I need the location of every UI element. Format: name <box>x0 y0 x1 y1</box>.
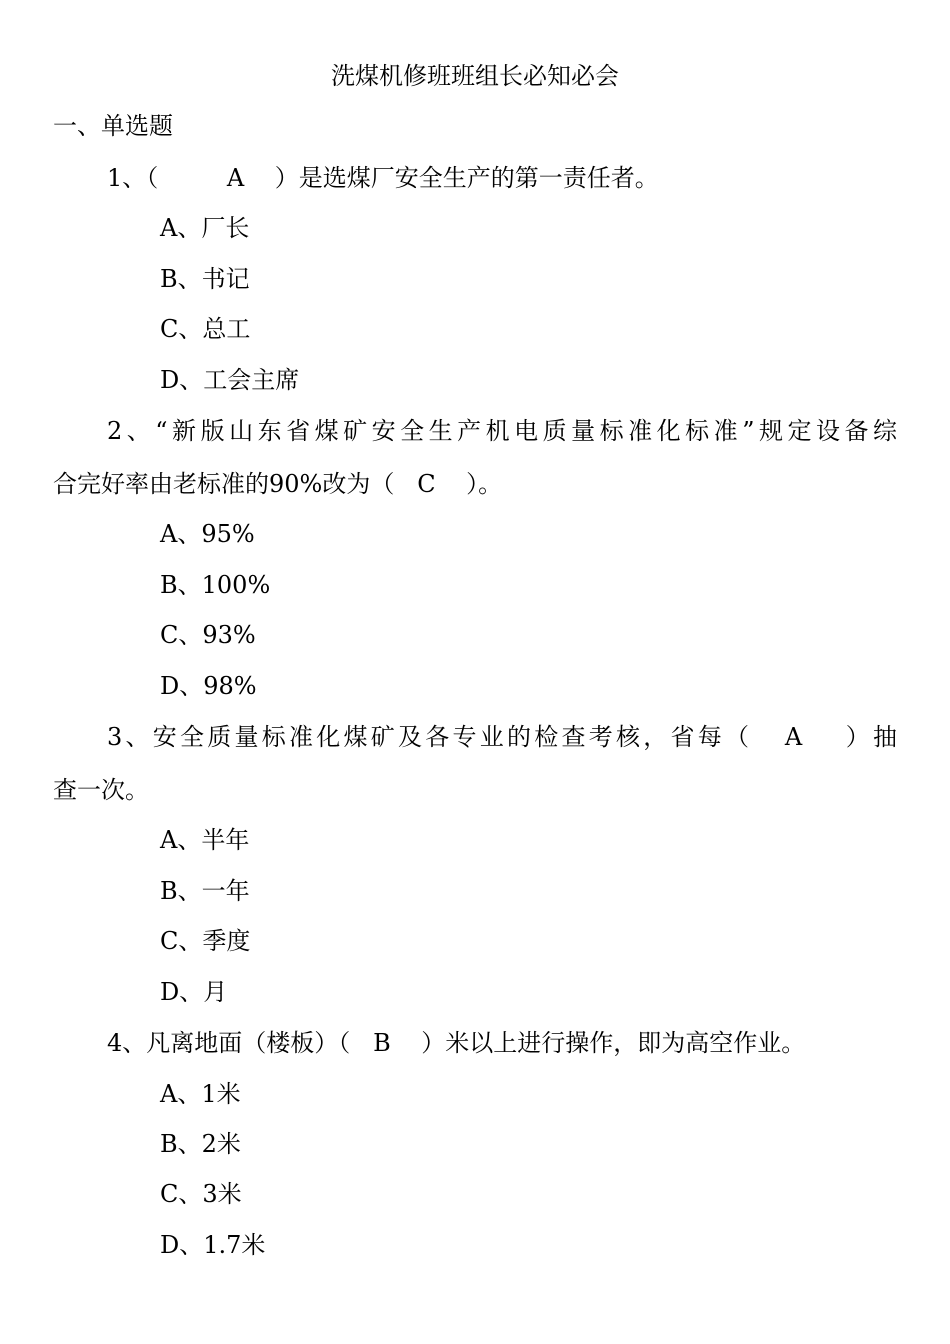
question-2-option-d: D、98% <box>160 672 257 700</box>
question-1-option-b: B、书记 <box>160 265 250 293</box>
question-2-option-a: A、95% <box>160 520 255 548</box>
question-2-option-c: C、93% <box>160 621 256 649</box>
question-1-option-a: A、厂长 <box>160 214 250 242</box>
question-1-text: 1、（ A ）是选煤厂安全生产的第一责任者。 <box>107 164 659 192</box>
question-4-text: 4、凡离地面（楼板）（ B ）米以上进行操作，即为高空作业。 <box>107 1029 806 1057</box>
question-3-option-b: B、一年 <box>160 877 250 905</box>
question-2-text-line2: 合完好率由老标准的90%改为（ C ）。 <box>53 470 503 498</box>
question-3-option-c: C、季度 <box>160 927 251 955</box>
question-3-option-a: A、半年 <box>160 826 250 854</box>
question-4-option-d: D、1.7米 <box>160 1231 266 1259</box>
question-4-option-a: A、1米 <box>160 1080 241 1108</box>
question-1-option-d: D、工会主席 <box>160 366 300 394</box>
document-title: 洗煤机修班班组长必知必会 <box>331 62 619 90</box>
question-3-text-line1: 3、安全质量标准化煤矿及各专业的检查考核，省每（ A ）抽 <box>107 723 897 751</box>
question-2-text-line1: 2、“新版山东省煤矿安全生产机电质量标准化标准”规定设备综 <box>107 417 897 445</box>
question-4-option-c: C、3米 <box>160 1180 242 1208</box>
question-3-option-d: D、月 <box>160 978 228 1006</box>
section-heading: 一、单选题 <box>53 112 173 140</box>
question-4-option-b: B、2米 <box>160 1130 241 1158</box>
question-1-option-c: C、总工 <box>160 315 251 343</box>
question-2-option-b: B、100% <box>160 571 271 599</box>
question-3-text-line2: 查一次。 <box>53 776 149 804</box>
